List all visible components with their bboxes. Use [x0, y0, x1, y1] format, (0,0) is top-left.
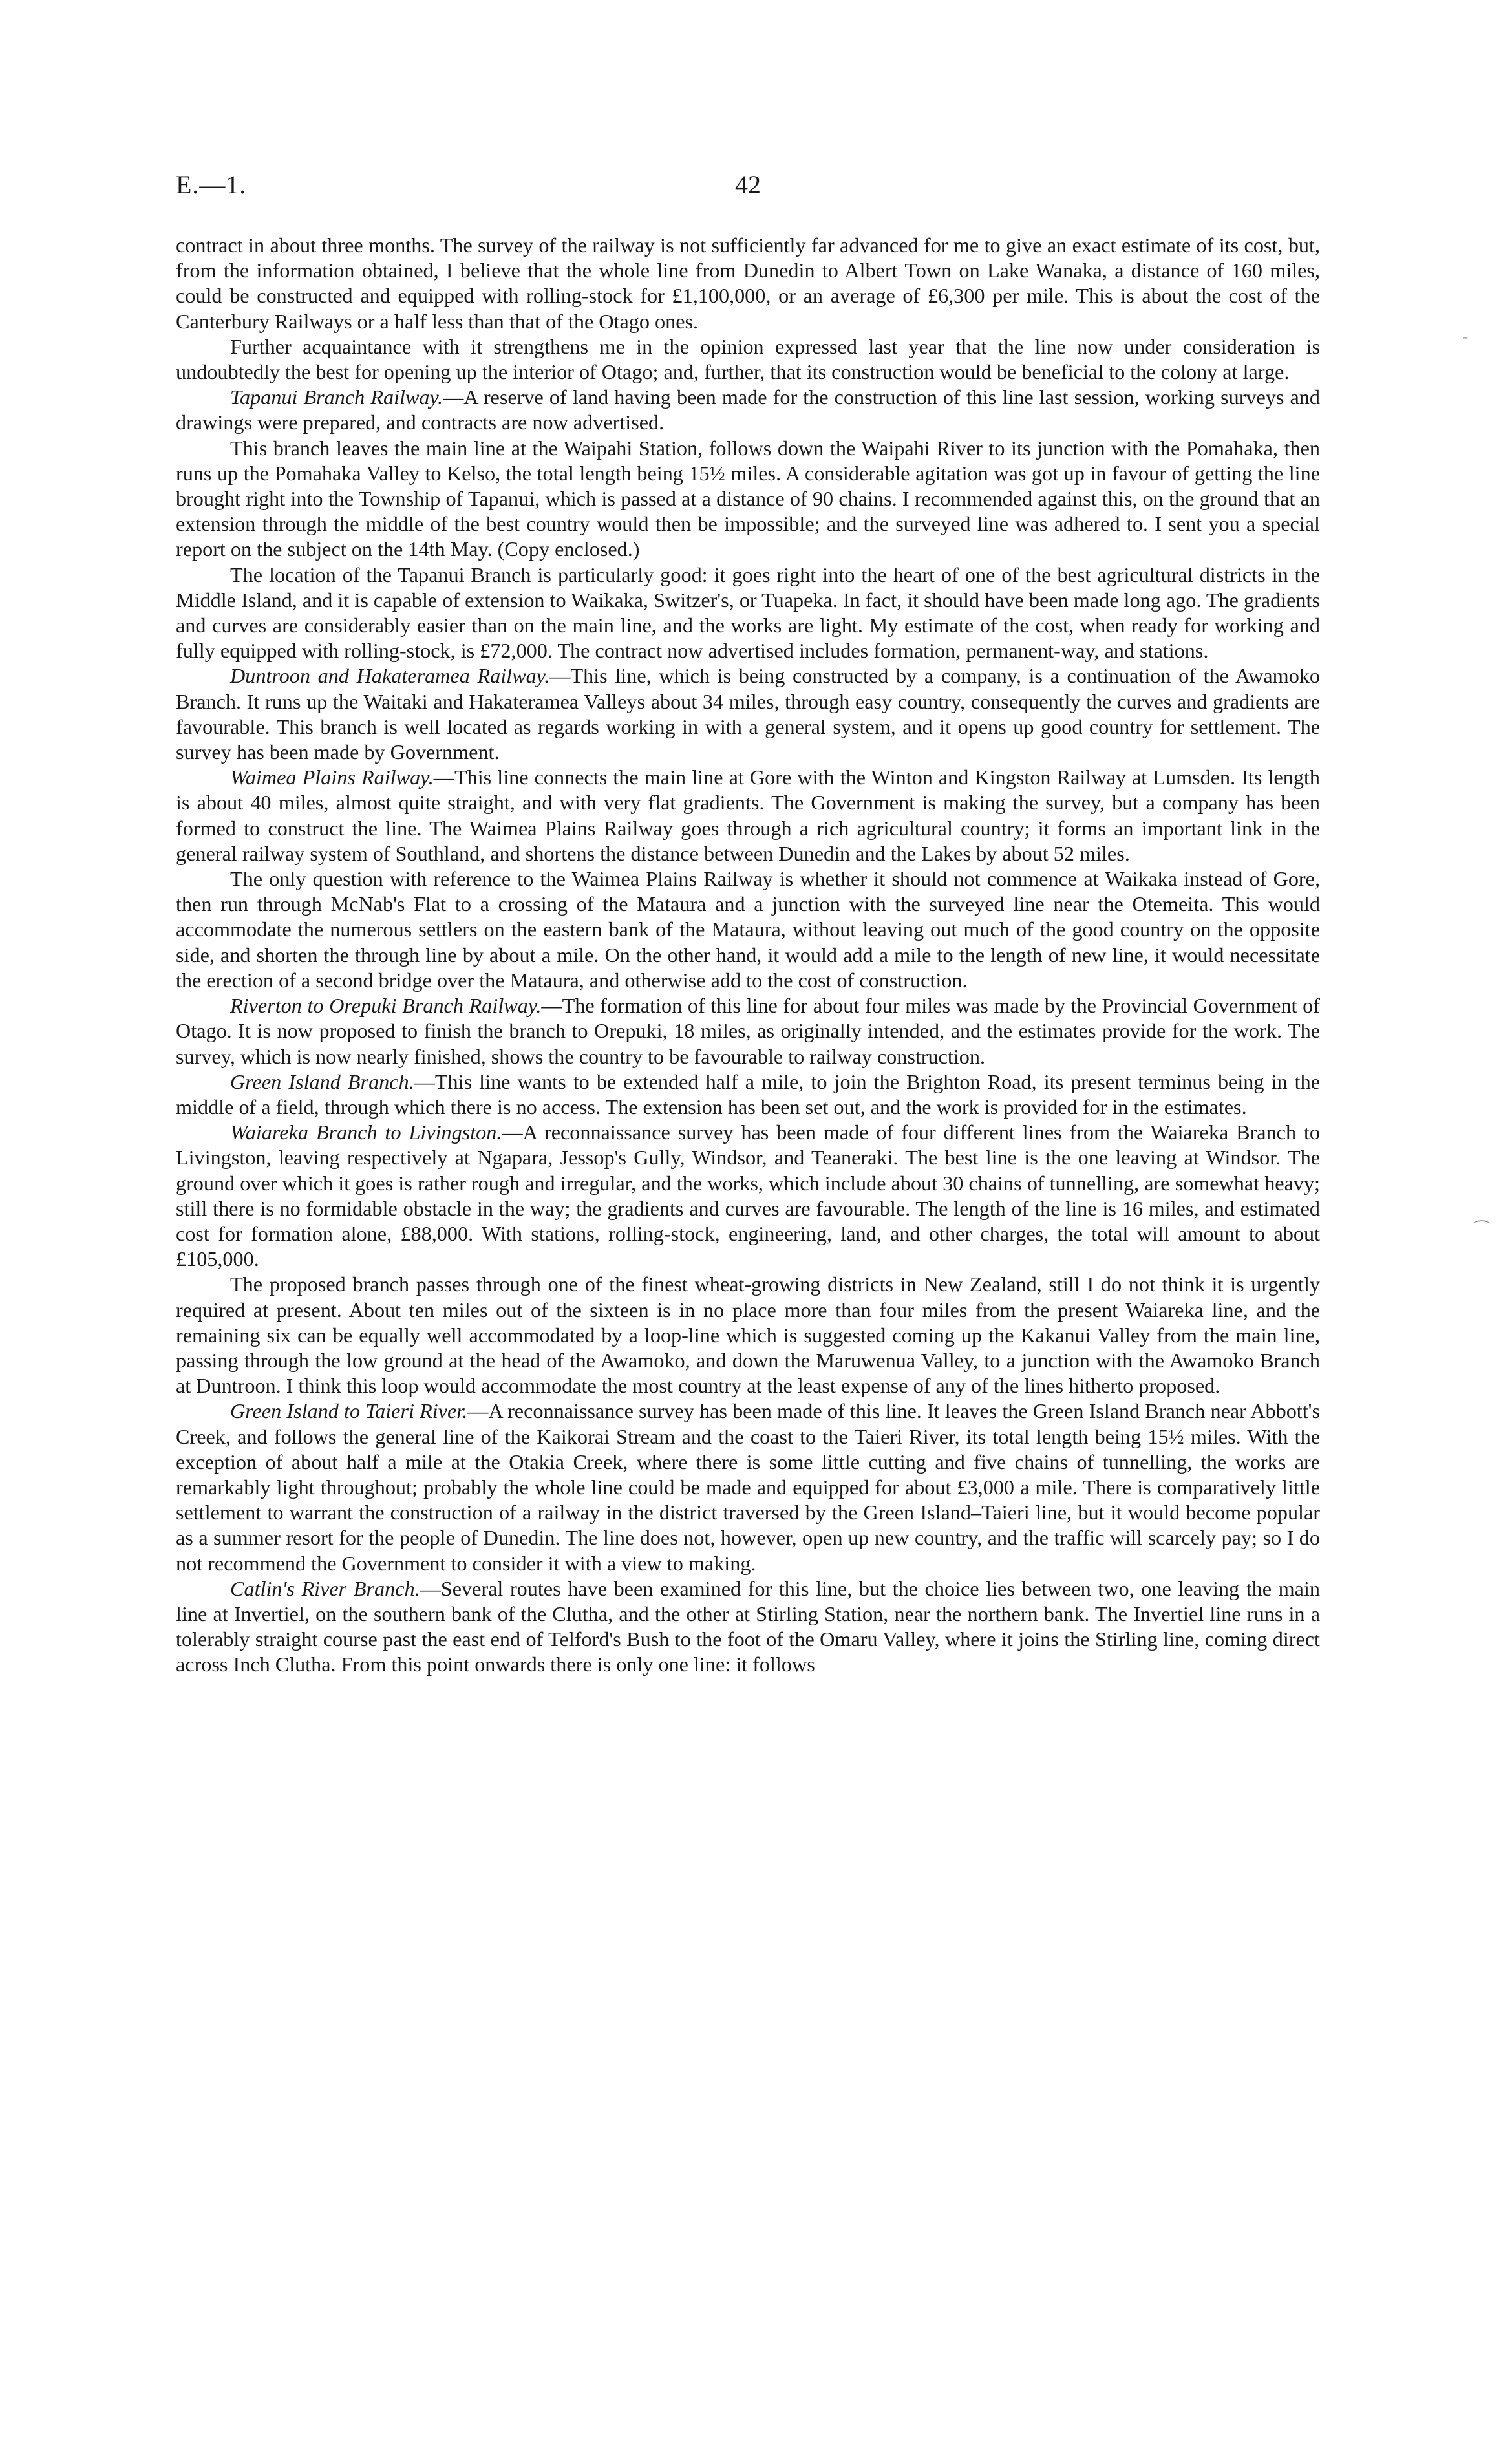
section-title: Tapanui Branch Railway. [230, 385, 443, 409]
body-text [176, 233, 1320, 1678]
margin-mark: ⌒ [1473, 1220, 1491, 1240]
paragraph-taieri-heading: Green Island to Taieri River.—A reconnaissance survey has been made of this line. It leaves the Green Island Branch near Abbott's Creek, and follows the general line of the Kaikorai Stream and the coast to the Taieri River, its total length being 15½ miles. With the exception of about half a mile at the Otakia Creek, where there is some little cutting and five chains of tunnelling, the works are remarkably light throughout; probably the whole line could be made and equipped for about £3,000 a mile. There is comparatively little settlement to warrant the construction of a railway in the district traversed by the Green Island–Taieri line, but it would become popular as a summer resort for the people of Dunedin. The line does not, however, open up new country, and the traffic will scarcely pay; so I do not recommend the Government to consider it with a view to making. [176, 1399, 1320, 1575]
section-title: Green Island to Taieri River. [230, 1399, 468, 1423]
paragraph-waiareka-heading: Waiareka Branch to Livingston.—A reconnaissance survey has been made of four different lines from the Waiareka Branch to Livingston, leaving respectively at Ngapara, Jessop's Gully, Windsor, and Teaneraki. The best line is the one leaving at Windsor. The ground over which it goes is rather rough and irregular, and the works, which include about 30 chains of tunnelling, are somewhat heavy; still there is no formidable obstacle in the way; the gradients and curves are favourable. The length of the line is 16 miles, and estimated cost for formation alone, £88,000. With stations, rolling-stock, engineering, land, and other charges, the total will amount to about £105,000. [176, 1120, 1320, 1271]
document-code: E.—1. [176, 170, 247, 199]
section-title: Riverton to Orepuki Branch Railway. [230, 994, 542, 1018]
paragraph-tapanui-heading: Tapanui Branch Railway.—A reserve of land having been made for the construction of this line last session, working surveys and drawings were prepared, and contracts are now advertised. [176, 385, 1320, 434]
section-title: Green Island Branch. [230, 1069, 414, 1093]
paragraph-riverton-heading: Riverton to Orepuki Branch Railway.—The formation of this line for about four miles was made by the Provincial Government of Otago. It is now proposed to finish the branch to Orepuki, 18 miles, as originally intended, and the estimates provide for the work. The survey, which is now nearly finished, shows the country to be favourable to railway construction. [176, 994, 1320, 1068]
paragraph-green-island-heading: Green Island Branch.—This line wants to be extended half a mile, to join the Brighton Road, its present terminus being in the middle of a field, through which there is no access. The extension has been set out, and the work is provided for in the estimates. [176, 1069, 1320, 1119]
paragraph-12: The proposed branch passes through one of the finest wheat-growing districts in New Zealand, still I do not think it is urgently required at present. About ten miles out of the sixteen is in no place more than four miles from the present Waiareka line, and the remaining six can be equally well accommodated by a loop-line which is suggested coming up the Kakanui Valley from the main line, passing through the low ground at the head of the Awamoko, and down the Maruwenua Valley, to a junction with the Awamoko Branch at Duntroon. I think this loop would accommodate the most country at the least expense of any of the lines hitherto proposed. [176, 1272, 1320, 1398]
paragraph-catlins-heading: Catlin's River Branch.—Several routes have been examined for this line, but the choice lies between two, one leaving the main line at Invertiel, on the southern bank of the Clutha, and the other at Stirling Station, near the northern bank. The Invertiel line runs in a tolerably straight course past the east end of Telford's Bush to the foot of the Omaru Valley, where it joins the Stirling line, coming direct across Inch Clutha. From this point onwards there is only one line: it follows [176, 1576, 1320, 1677]
section-title: Waimea Plains Railway. [230, 766, 434, 789]
section-title: Duntroon and Hakateramea Railway. [230, 664, 550, 688]
margin-mark: - [1462, 327, 1469, 347]
paragraph-5: The location of the Tapanui Branch is particularly good: it goes right into the heart of one of the best agricultural districts in the Middle Island, and it is capable of extension to Waikaka, Switzer's, or Tuapeka. In fact, it should have been made long ago. The gradients and curves are considerably easier than on the main line, and the works are light. My estimate of the cost, when ready for working and fully equipped with rolling-stock, is £72,000. The contract now advertised includes formation, permanent-way, and stations. [176, 563, 1320, 663]
page-number: 42 [735, 170, 761, 199]
paragraph-duntroon-heading: Duntroon and Hakateramea Railway.—This line, which is being constructed by a company, is a continuation of the Awamoko Branch. It runs up the Waitaki and Hakateramea Valleys about 34 miles, through easy country, consequently the curves and gradients are favourable. This branch is well located as regards working in with a general system, and it opens up good country for settlement. The survey has been made by Government. [176, 664, 1320, 764]
section-title: Catlin's River Branch. [230, 1576, 420, 1600]
page-header [176, 169, 1320, 208]
section-title: Waiareka Branch to Livingston. [230, 1120, 502, 1144]
paragraph-1: contract in about three months. The survey of the railway is not sufficiently far advanced for me to give an exact estimate of its cost, but, from the information obtained, I believe that the whole line from Dunedin to Albert Town on Lake Wanaka, a distance of 160 miles, could be constructed and equipped with rolling-stock for £1,100,000, or an average of £6,300 per mile. This is about the cost of the Canterbury Railways or a half less than that of the Otago ones. [176, 233, 1320, 333]
paragraph-2: Further acquaintance with it strengthens me in the opinion expressed last year that the line now under consideration is undoubtedly the best for opening up the interior of Otago; and, further, that its construction would be beneficial to the colony at large. [176, 334, 1320, 384]
paragraph-4: This branch leaves the main line at the Waipahi Station, follows down the Waipahi River to its junction with the Pomahaka, then runs up the Pomahaka Valley to Kelso, the total length being 15½ miles. A considerable agitation was got up in favour of getting the line brought right into the Township of Tapanui, which is passed at a distance of 90 chains. I recommended against this, on the ground that an extension through the middle of the best country would then be impossible; and the surveyed line was adhered to. I sent you a special report on the subject on the 14th May. (Copy enclosed.) [176, 436, 1320, 561]
paragraph-waimea-heading: Waimea Plains Railway.—This line connects the main line at Gore with the Winton and Kingston Railway at Lumsden. Its length is about 40 miles, almost quite straight, and with very flat gradients. The Government is making the survey, but a company has been formed to construct the line. The Waimea Plains Railway goes through a rich agricultural country; it forms an important link in the general railway system of Southland, and shortens the distance between Dunedin and the Lakes by about 52 miles. [176, 766, 1320, 865]
paragraph-8: The only question with reference to the Waimea Plains Railway is whether it should not commence at Waikaka instead of Gore, then run through McNab's Flat to a crossing of the Mataura and a junction with the surveyed line near the Otemeita. This would accommodate the numerous settlers on the eastern bank of the Mataura, without leaving out much of the good country on the opposite side, and shorten the through line by about a mile. On the other hand, it would add a mile to the length of new line, it would necessitate the erection of a second bridge over the Mataura, and otherwise add to the cost of construction. [176, 867, 1320, 992]
